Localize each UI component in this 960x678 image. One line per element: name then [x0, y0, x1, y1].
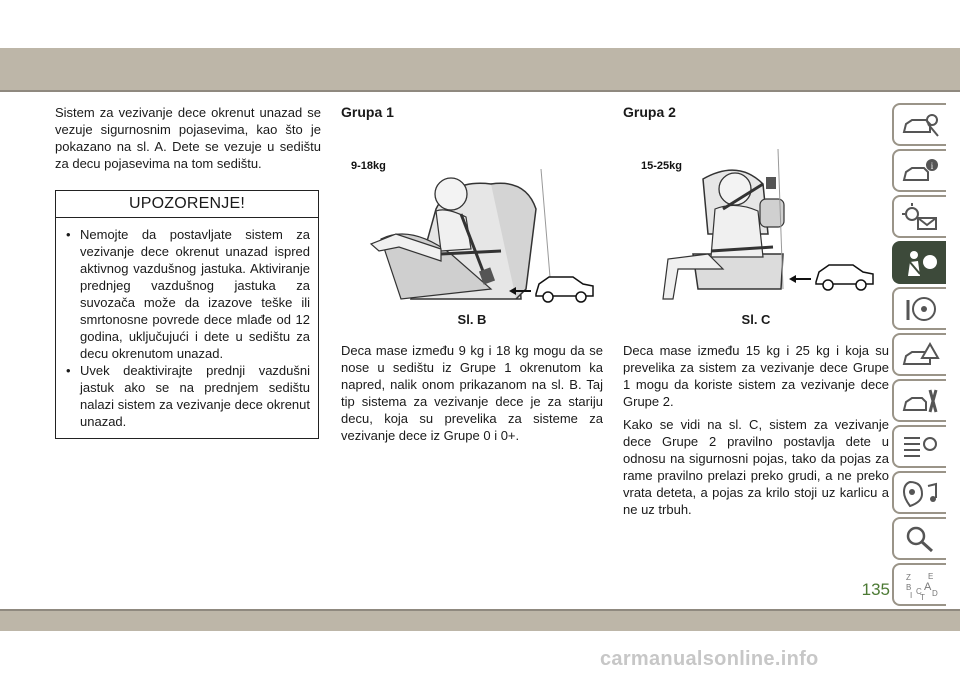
figure-b [341, 139, 603, 309]
svg-text:B: B [906, 582, 912, 592]
column-left [55, 104, 321, 439]
section-heading-grupa-1: Grupa 1 [341, 104, 394, 120]
column-middle [341, 104, 603, 450]
svg-text:E: E [928, 571, 934, 581]
tab-car-key[interactable] [892, 103, 946, 146]
car-warning-icon [900, 340, 940, 370]
body-paragraph: Kako se vidi na sl. C, sistem za vezivanje dece Grupe 2 pravilno postavlja dete u odnosu na sigurnosni pojas, tako da pojas za rame pravilno prelazi preko grudi, a ne preko vrata deteta, a pojas za krilo stoji uz karlicu a ne uz trbuh. [623, 417, 889, 517]
index-letters-icon [900, 570, 940, 600]
steering-wheel-icon [900, 294, 940, 324]
weight-label: 15-25kg [641, 160, 682, 172]
tab-multimedia[interactable] [892, 471, 946, 514]
checklist-gear-icon [900, 432, 940, 462]
tab-index[interactable] [892, 563, 946, 606]
body-paragraph: Deca mase između 9 kg i 18 kg mogu da se nose u sedištu iz Grupe 1 okrenutom ka napred, nalik onom prikazanom na sl. B. Taj tip sistema za vezivanje dece je za stariju decu, koja su prevelika za sisteme za vezivanje dece iz Grupe 0 i 0+. [341, 343, 603, 443]
warning-list [56, 218, 318, 438]
page-number: 135 [861, 580, 890, 599]
tab-car-info[interactable] [892, 149, 946, 192]
svg-text:D: D [932, 588, 938, 598]
warning-item: • Nemojte da postavljate sistem za vezivanje dece okrenut unazad ispred aktivnog vazdušnog jastuka. Aktiviranje prednjeg vazdušnog jastuka za suvozača može da izazove teške ili smrtonosne povrede dece mlađe od 12 godina, uključujući i dete u sedištu za decu okrenutom unazad. [66, 226, 310, 362]
warning-item: • Uvek deaktivirajte prednji vazdušni jastuk ako se na prednjem sedištu nalazi sistem za vezivanje dece okrenut unazad. [66, 362, 310, 430]
body-paragraph: Deca mase između 15 kg i 25 kg i koja su prevelika za sistem za vezivanje dece Grupe 1 mogu da koriste sistem za vezivanje dece Grupe 2. [623, 343, 889, 409]
tab-safety[interactable] [892, 241, 946, 284]
section-heading-grupa-2: Grupa 2 [623, 104, 676, 120]
figure-c [623, 139, 885, 309]
warning-title: UPOZORENJE! [56, 191, 318, 218]
chapter-tabs [892, 103, 950, 609]
seatbelt-airbag-icon [900, 248, 940, 278]
music-navigation-icon [900, 478, 940, 508]
tab-warning[interactable] [892, 333, 946, 376]
tab-search[interactable] [892, 517, 946, 560]
car-key-icon [900, 110, 940, 140]
footer-band [0, 611, 960, 631]
search-icon [900, 524, 940, 554]
figure-caption-b: Sl. B [457, 312, 487, 327]
tab-light-message[interactable] [892, 195, 946, 238]
tab-specs[interactable] [892, 425, 946, 468]
watermark: carmanualsonline.info [600, 648, 819, 670]
svg-text:T: T [920, 592, 925, 600]
svg-text:C: C [916, 586, 922, 596]
svg-text:A: A [924, 580, 932, 593]
intro-paragraph: Sistem za vezivanje dece okrenut unazad se vezuje sigurnosnim pojasevima, kao što je pokazano na sl. A. Dete se vezuje u sedištu za decu pojasevima na tom sedištu. [55, 105, 321, 171]
column-right [623, 104, 889, 524]
light-message-icon [900, 202, 940, 232]
tab-service[interactable] [892, 379, 946, 422]
header-rule [0, 90, 960, 92]
tab-starting[interactable] [892, 287, 946, 330]
svg-text:i: i [930, 160, 934, 171]
child-booster-group2-illustration [623, 139, 885, 309]
car-info-icon [900, 156, 940, 186]
weight-label: 9-18kg [351, 160, 386, 172]
car-tools-icon [900, 386, 940, 416]
svg-text:I: I [910, 590, 913, 600]
warning-box [55, 190, 319, 439]
figure-caption-c: Sl. C [741, 312, 771, 327]
top-margin [0, 0, 960, 48]
header-band [0, 48, 960, 90]
svg-text:Z: Z [906, 572, 911, 582]
child-seat-group1-illustration [341, 139, 603, 309]
